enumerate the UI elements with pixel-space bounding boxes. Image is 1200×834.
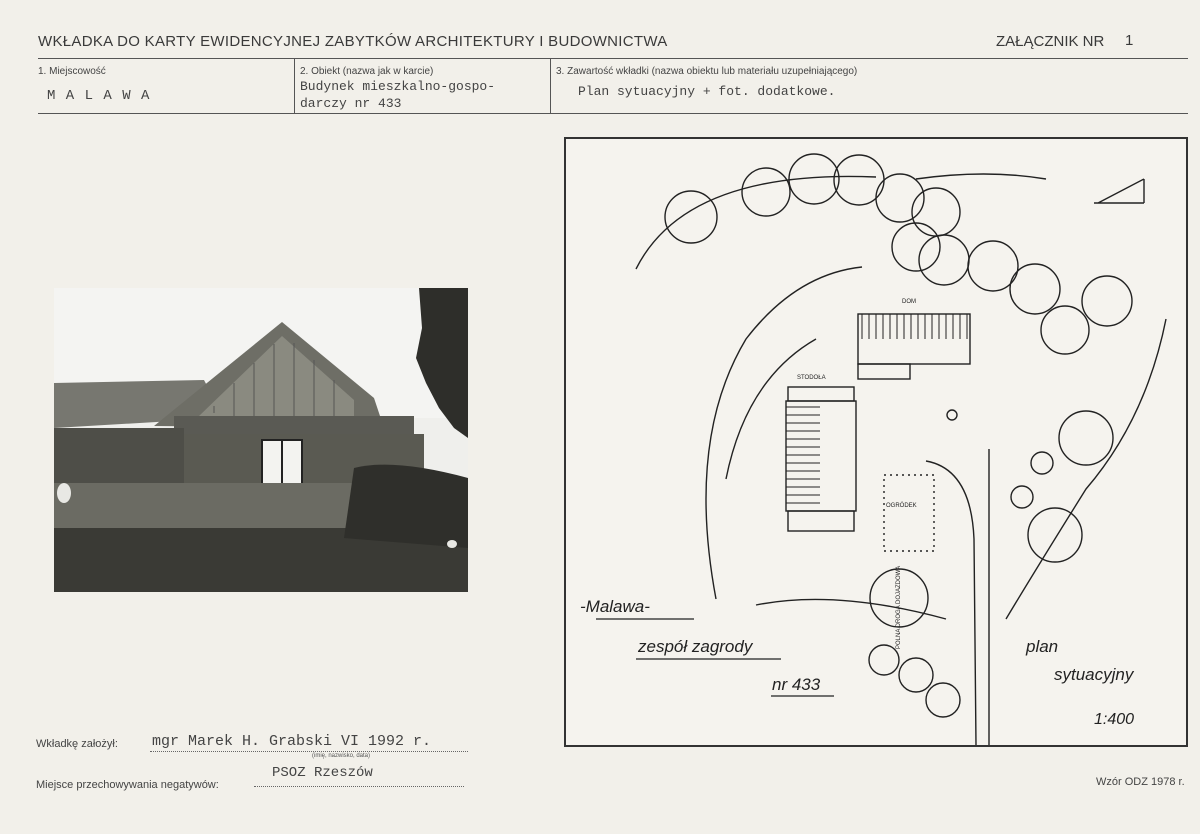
founder-hint: (imię, nazwisko, data) <box>312 753 371 759</box>
storage-rule <box>254 786 464 787</box>
plan-number: nr 433 <box>772 675 821 694</box>
field-divider-2 <box>550 58 551 113</box>
barn-label: STODOŁA <box>797 375 826 381</box>
object-label: 2. Obiekt (nazwa jak w karcie) <box>300 66 434 77</box>
plan-subtitle: zespół zagrody <box>638 637 753 656</box>
object-value-line1: Budynek mieszkalno-gospo- <box>300 79 496 94</box>
place-value: M A L A W A <box>47 88 151 104</box>
plan-scale: 1:400 <box>1094 711 1135 728</box>
founder-rule <box>150 751 468 752</box>
storage-value: PSOZ Rzeszów <box>272 765 373 781</box>
object-value-line2: darczy nr 433 <box>300 96 402 111</box>
garden-label: OGRÓDEK <box>886 503 917 509</box>
attachment-label: ZAŁĄCZNIK NR <box>996 33 1105 50</box>
fields-rule <box>38 113 1188 114</box>
plan-label-line1: plan <box>1026 637 1059 656</box>
form-title: WKŁADKA DO KARTY EWIDENCYJNEJ ZABYTKÓW ARCHITEKTURY I BUDOWNICTWA <box>38 33 668 50</box>
header-rule <box>38 58 1188 59</box>
plan-title: -Malawa- <box>580 597 650 616</box>
template-mark: Wzór ODZ 1978 r. <box>1096 776 1185 788</box>
founder-value: mgr Marek H. Grabski VI 1992 r. <box>152 733 432 750</box>
road-label: POLNA DROGA DOJAZDOWA <box>896 565 902 649</box>
plan-label-line2: sytuacyjny <box>1054 665 1134 684</box>
attachment-number: 1 <box>1125 32 1134 49</box>
site-plan <box>564 137 1188 747</box>
content-value: Plan sytuacyjny + fot. dodatkowe. <box>578 84 836 99</box>
storage-label: Miejsce przechowywania negatywów: <box>36 779 219 791</box>
founder-label: Wkładkę założył: <box>36 738 118 750</box>
content-label: 3. Zawartość wkładki (nazwa obiektu lub materiału uzupełniającego) <box>556 66 858 77</box>
house-photograph <box>54 288 468 592</box>
place-label: 1. Miejscowość <box>38 66 106 77</box>
field-divider-1 <box>294 58 295 113</box>
house-label: DOM <box>902 299 916 305</box>
